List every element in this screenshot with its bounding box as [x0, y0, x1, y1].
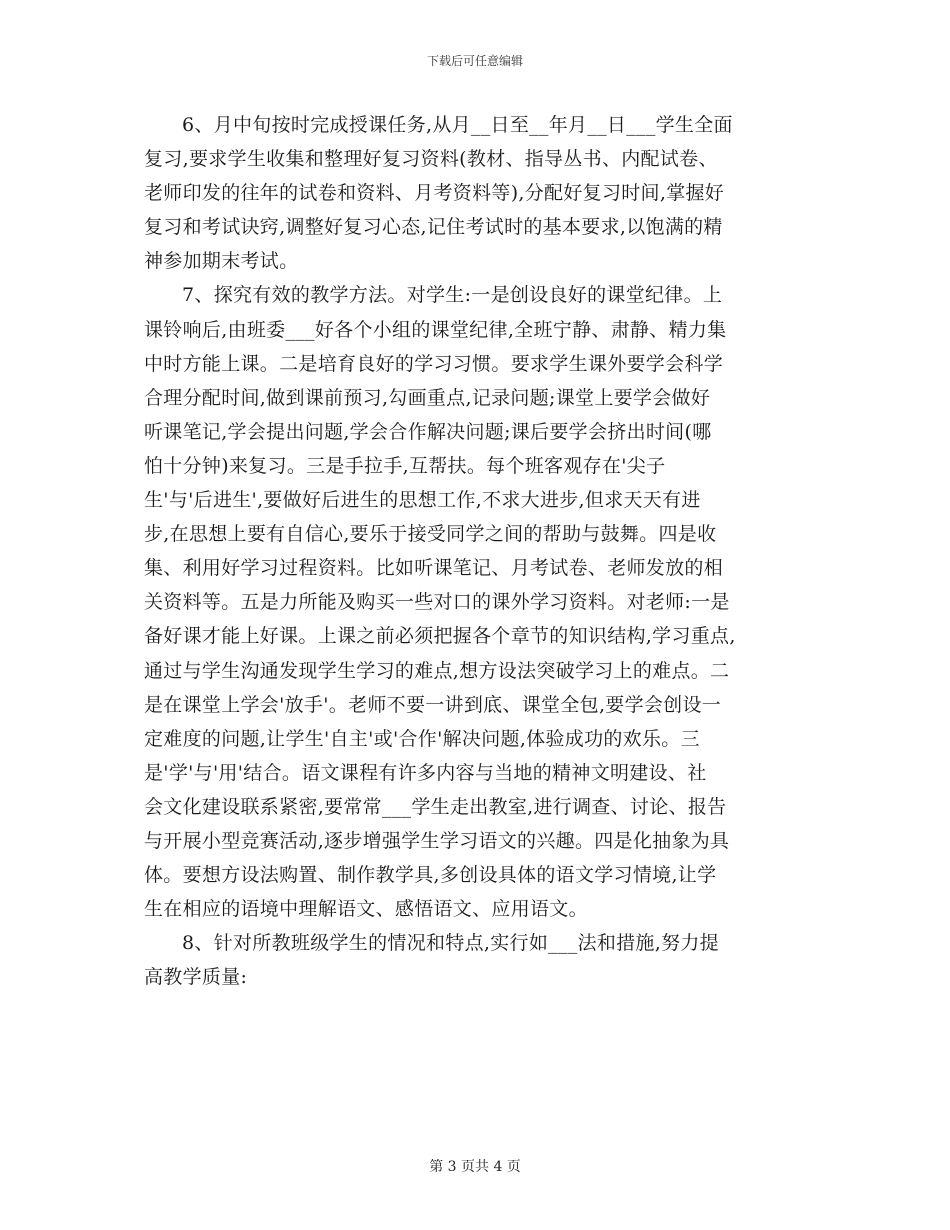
text-line: 会文化建设联系紧密,要常常___学生走出教室,进行调查、讨论、报告: [144, 795, 727, 818]
text-line: 中时方能上课。二是培育良好的学习习惯。要求学生课外要学会科学: [144, 352, 724, 375]
text-line: 备好课才能上好课。上课之前必须把握各个章节的知识结构,学习重点,: [144, 625, 736, 648]
text-line: 复习,要求学生收集和整理好复习资料(教材、指导丛书、内配试卷、: [144, 148, 718, 171]
text-line: 关资料等。五是力所能及购买一些对口的课外学习资料。对老师:一是: [144, 591, 730, 614]
text-line: 是在课堂上学会'放手'。老师不要一讲到底、课堂全包,要学会创设一: [144, 693, 722, 716]
paragraph-6: [144, 108, 806, 278]
text-line: 步,在思想上要有自信心,要乐于接受同学之间的帮助与鼓舞。四是收: [144, 523, 717, 546]
text-line: 集、利用好学习过程资料。比如听课笔记、月考试卷、老师发放的相: [144, 557, 724, 580]
page-number-footer: 第 3 页共 4 页: [429, 1159, 521, 1175]
text-line: 复习和考试诀窍,调整好复习心态,记住考试时的基本要求,以饱满的精: [144, 216, 723, 239]
paragraph-8: [144, 926, 806, 994]
page-header: 下载后可任意编辑: [426, 54, 523, 68]
text-line: 怕十分钟)来复习。三是手拉手,互帮扶。每个班客观存在'尖子: [144, 454, 666, 477]
text-line: 与开展小型竞赛活动,逐步增强学生学习语文的兴趣。四是化抽象为具: [144, 829, 730, 852]
text-line: 老师印发的往年的试卷和资料、月考资料等),分配好复习时间,掌握好: [144, 182, 725, 205]
text-line: 定难度的问题,让学生'自主'或'合作'解决问题,体验成功的欢乐。三: [144, 727, 700, 750]
text-line: 生在相应的语境中理解语文、感悟语文、应用语文。: [144, 898, 588, 921]
document-body: [144, 108, 806, 994]
text-line: 合理分配时间,做到课前预习,勾画重点,记录问题;课堂上要学会做好: [144, 386, 711, 409]
text-line: 听课笔记,学会提出问题,学会合作解决问题;课后要学会挤出时间(哪: [144, 420, 712, 443]
text-line: 6、月中旬按时完成授课任务,从月__日至__年月__日___学生全面: [182, 114, 733, 136]
paragraph-7: [144, 278, 806, 926]
text-line: 生'与'后进生',要做好后进生的思想工作,不求大进步,但求天天有进: [144, 489, 701, 512]
text-line: 神参加期末考试。: [144, 250, 299, 273]
text-line: 高教学质量:: [144, 966, 248, 989]
text-line: 体。要想方设法购置、制作教学具,多创设具体的语文学习情境,让学: [144, 864, 717, 887]
text-line: 7、探究有效的教学方法。对学生:一是创设良好的课堂纪律。上: [182, 284, 723, 307]
text-line: 是'学'与'用'结合。语文课程有许多内容与当地的精神文明建设、社: [144, 761, 707, 784]
text-line: 课铃响后,由班委___好各个小组的课堂纪律,全班宁静、肃静、精力集: [144, 318, 727, 341]
text-line: 通过与学生沟通发现学生学习的难点,想方设法突破学习上的难点。二: [144, 659, 730, 682]
text-line: 8、针对所教班级学生的情况和特点,实行如___法和措施,努力提: [182, 932, 719, 955]
